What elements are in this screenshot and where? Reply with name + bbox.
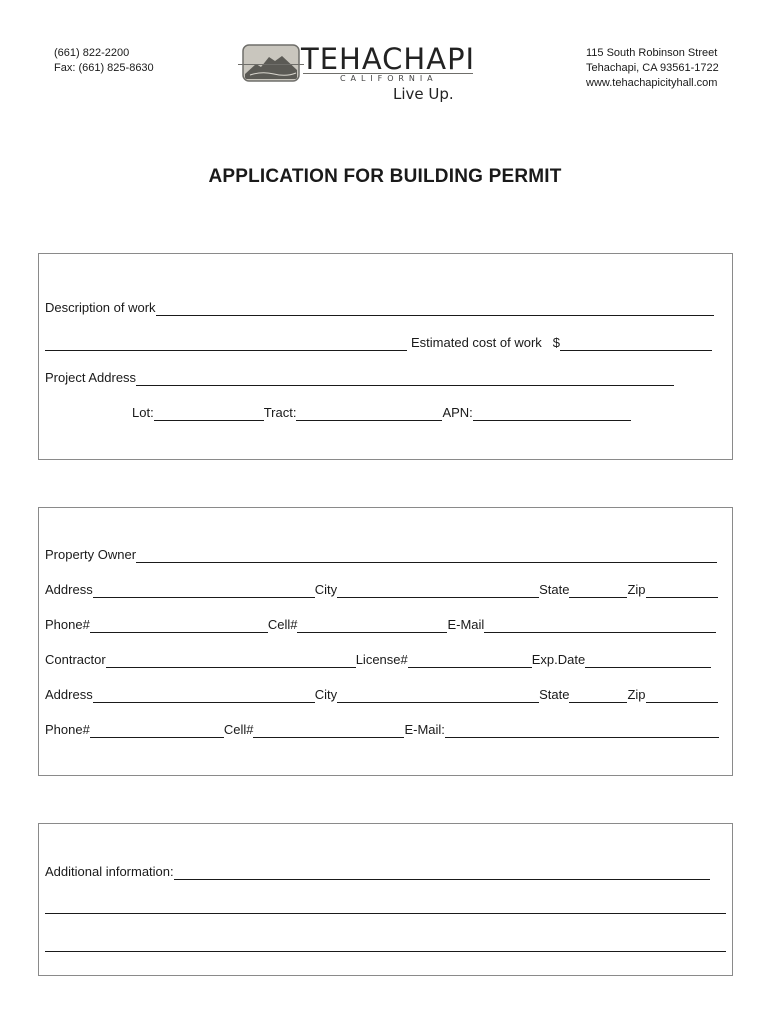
owner-city-input[interactable]: [337, 583, 539, 598]
contractor-address-label: Address: [45, 687, 93, 702]
city-contact-left: [54, 46, 154, 76]
logo-underline: [238, 64, 304, 65]
owner-address-label: Address: [45, 582, 93, 597]
additional-info-row: [45, 862, 710, 880]
contractor-row: [45, 650, 711, 668]
license-label: License#: [355, 652, 408, 667]
estimated-cost-input[interactable]: [560, 336, 712, 351]
property-owner-input[interactable]: [136, 548, 717, 563]
additional-info-label: Additional information:: [45, 864, 174, 879]
owner-city-label: City: [314, 582, 338, 597]
logo-state: C A L I F O R N I A: [340, 74, 434, 83]
contractor-address-input[interactable]: [93, 688, 315, 703]
contractor-city-input[interactable]: [337, 688, 539, 703]
street-address: 115 South Robinson Street: [586, 47, 718, 59]
owner-phone-input[interactable]: [90, 618, 268, 633]
contractor-state-input[interactable]: [569, 688, 627, 703]
contractor-email-label: E-Mail:: [404, 722, 445, 737]
contractor-phone-label: Phone#: [45, 722, 90, 737]
contractor-state-label: State: [539, 687, 570, 702]
contractor-email-input[interactable]: [445, 723, 719, 738]
additional-info-line-3[interactable]: [45, 951, 726, 952]
contractor-phone-input[interactable]: [90, 723, 224, 738]
website-link[interactable]: www.tehachapicityhall.com: [586, 77, 718, 89]
contractor-address-row: [45, 685, 718, 703]
currency-symbol: $: [552, 335, 561, 350]
apn-label: APN:: [442, 405, 473, 420]
owner-address-input[interactable]: [93, 583, 315, 598]
lot-tract-apn-row: [132, 403, 631, 421]
owner-cell-label: Cell#: [267, 617, 298, 632]
owner-zip-label: Zip: [627, 582, 646, 597]
contractor-cell-label: Cell#: [223, 722, 254, 737]
owner-state-label: State: [539, 582, 570, 597]
phone-number: (661) 822-2200: [54, 47, 130, 59]
apn-input[interactable]: [473, 406, 631, 421]
property-owner-label: Property Owner: [45, 547, 137, 562]
tract-label: Tract:: [263, 405, 297, 420]
owner-state-input[interactable]: [569, 583, 627, 598]
owner-phone-row: [45, 615, 716, 633]
contractor-label: Contractor: [45, 652, 106, 667]
tract-input[interactable]: [296, 406, 442, 421]
owner-cell-input[interactable]: [297, 618, 447, 633]
page-title: APPLICATION FOR BUILDING PERMIT: [208, 166, 562, 187]
contractor-zip-label: Zip: [627, 687, 646, 702]
contractor-zip-input[interactable]: [646, 688, 718, 703]
additional-info-line-2[interactable]: [45, 913, 726, 914]
owner-email-label: E-Mail: [447, 617, 485, 632]
exp-date-input[interactable]: [585, 653, 711, 668]
description-row: [45, 298, 714, 316]
exp-date-label: Exp.Date: [531, 652, 586, 667]
logo-wordmark: TEHACHAPI: [301, 42, 476, 76]
contractor-cell-input[interactable]: [253, 723, 404, 738]
owner-email-input[interactable]: [484, 618, 716, 633]
project-address-label: Project Address: [45, 370, 137, 385]
property-owner-row: [45, 545, 717, 563]
description-label: Description of work: [45, 300, 156, 315]
description-input[interactable]: [156, 301, 714, 316]
owner-address-row: [45, 580, 718, 598]
contractor-phone-row: [45, 720, 719, 738]
project-address-row: [45, 368, 674, 386]
additional-info-section: [38, 823, 733, 976]
mountain-logo-icon: [242, 44, 300, 82]
cost-row: [45, 333, 712, 351]
license-input[interactable]: [408, 653, 532, 668]
contractor-input[interactable]: [106, 653, 356, 668]
lot-label: Lot:: [132, 405, 154, 420]
fax-number: Fax: (661) 825-8630: [54, 62, 154, 74]
city-contact-right: [586, 46, 719, 91]
city-state-zip: Tehachapi, CA 93561-1722: [586, 62, 719, 74]
project-section: [38, 253, 733, 460]
owner-phone-label: Phone#: [45, 617, 90, 632]
logo-tagline: Live Up.: [393, 85, 454, 103]
lot-input[interactable]: [154, 406, 264, 421]
project-address-input[interactable]: [136, 371, 674, 386]
description-input-continued[interactable]: [45, 336, 407, 351]
additional-info-input[interactable]: [174, 865, 710, 880]
contractor-city-label: City: [314, 687, 338, 702]
estimated-cost-label: Estimated cost of work: [411, 335, 542, 350]
owner-zip-input[interactable]: [646, 583, 718, 598]
